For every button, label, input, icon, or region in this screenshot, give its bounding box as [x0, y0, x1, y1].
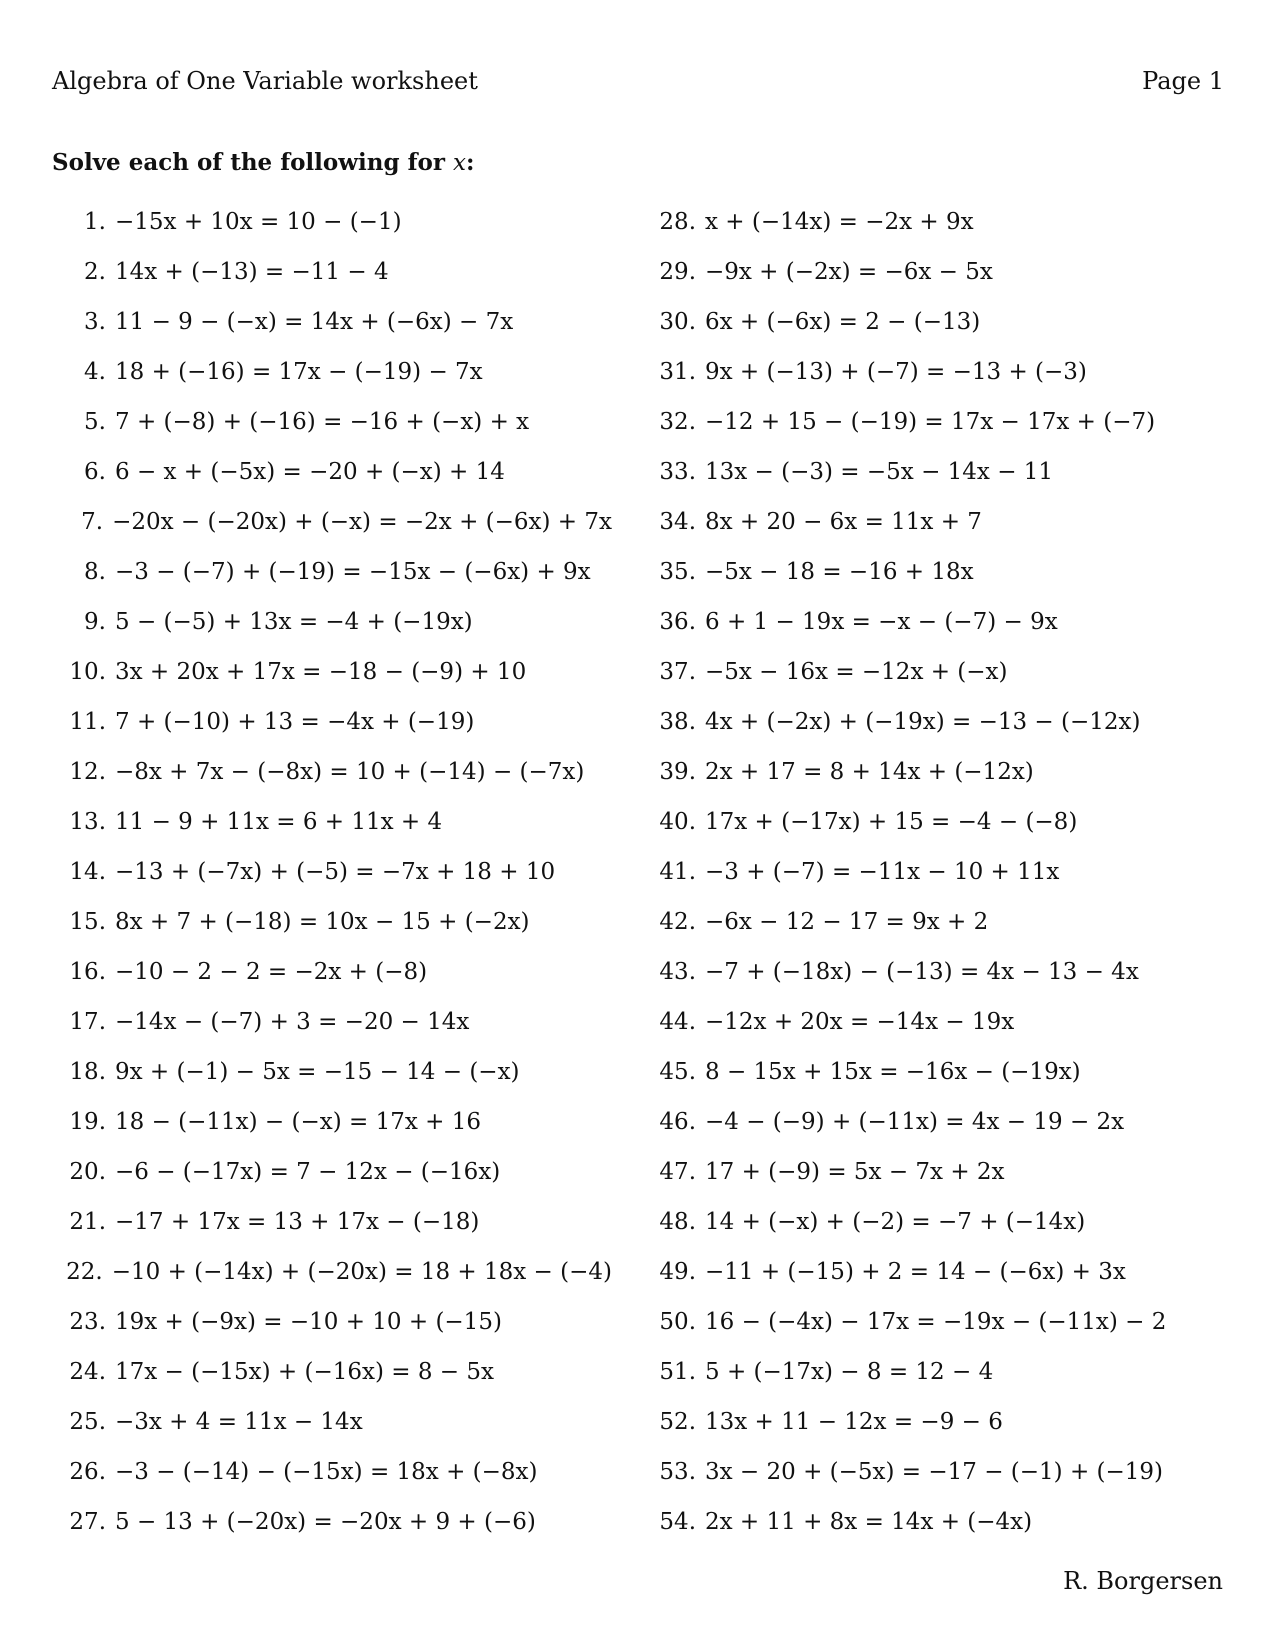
problem-column-left [52, 205, 612, 1555]
problem-item [52, 1455, 612, 1505]
problem-number: 26. [69, 1459, 106, 1485]
problem-equation: 8x + 20 − 6x = 11x + 7 [705, 509, 982, 535]
problem-number: 27. [69, 1509, 106, 1535]
problem-number: 49. [659, 1259, 696, 1285]
problem-item [52, 1405, 612, 1455]
problem-number: 14. [69, 859, 106, 885]
problem-item [640, 1055, 1240, 1105]
problem-item [640, 1005, 1240, 1055]
problem-number: 35. [659, 559, 696, 585]
problem-number: 37. [659, 659, 696, 685]
problem-item [52, 555, 612, 605]
problem-item [640, 1505, 1240, 1555]
problem-number: 8. [84, 559, 106, 585]
problem-equation: −6x − 12 − 17 = 9x + 2 [705, 909, 989, 935]
instructions-suffix: : [465, 149, 475, 176]
problem-item [640, 1155, 1240, 1205]
problem-item [52, 355, 612, 405]
problem-equation: 17x − (−15x) + (−16x) = 8 − 5x [115, 1359, 494, 1385]
problem-item [52, 605, 612, 655]
problem-item [52, 305, 612, 355]
problem-equation: 17 + (−9) = 5x − 7x + 2x [705, 1159, 1005, 1185]
problem-number: 2. [84, 259, 106, 285]
problem-equation: −3x + 4 = 11x − 14x [115, 1409, 363, 1435]
problem-item [640, 805, 1240, 855]
problem-item [640, 355, 1240, 405]
problem-item [640, 555, 1240, 605]
problem-number: 15. [69, 909, 106, 935]
problem-number: 11. [69, 709, 106, 735]
problem-equation: 11 − 9 − (−x) = 14x + (−6x) − 7x [115, 309, 514, 335]
problem-item [52, 1105, 612, 1155]
instructions [52, 149, 474, 176]
problem-item [640, 1455, 1240, 1505]
problem-equation: −7 + (−18x) − (−13) = 4x − 13 − 4x [705, 959, 1139, 985]
problem-item [640, 1305, 1240, 1355]
problem-equation: −10 + (−14x) + (−20x) = 18 + 18x − (−4) [111, 1259, 612, 1285]
problem-equation: 18 − (−11x) − (−x) = 17x + 16 [115, 1109, 481, 1135]
problem-equation: 7 + (−8) + (−16) = −16 + (−x) + x [115, 409, 530, 435]
problem-number: 23. [69, 1309, 106, 1335]
instructions-variable: x [452, 150, 466, 176]
problem-equation: −3 + (−7) = −11x − 10 + 11x [705, 859, 1060, 885]
problem-item [52, 1055, 612, 1105]
problem-equation: −20x − (−20x) + (−x) = −2x + (−6x) + 7x [112, 509, 612, 535]
problem-equation: 5 − (−5) + 13x = −4 + (−19x) [115, 609, 473, 635]
instructions-text: Solve each of the following for [52, 149, 453, 176]
problem-equation: 5 + (−17x) − 8 = 12 − 4 [705, 1359, 994, 1385]
problem-equation: −13 + (−7x) + (−5) = −7x + 18 + 10 [115, 859, 556, 885]
problem-equation: 7 + (−10) + 13 = −4x + (−19) [115, 709, 475, 735]
problem-number: 13. [69, 809, 106, 835]
problem-equation: 14x + (−13) = −11 − 4 [115, 259, 389, 285]
problem-number: 12. [69, 759, 106, 785]
problem-item [52, 955, 612, 1005]
problem-number: 34. [659, 509, 696, 535]
problem-item [52, 1355, 612, 1405]
problem-number: 47. [659, 1159, 696, 1185]
problem-equation: 5 − 13 + (−20x) = −20x + 9 + (−6) [115, 1509, 536, 1535]
problem-equation: 2x + 11 + 8x = 14x + (−4x) [705, 1509, 1033, 1535]
problem-number: 17. [69, 1009, 106, 1035]
problem-equation: 9x + (−13) + (−7) = −13 + (−3) [705, 359, 1087, 385]
problem-equation: 2x + 17 = 8 + 14x + (−12x) [705, 759, 1034, 785]
problem-number: 41. [659, 859, 696, 885]
problem-equation: 19x + (−9x) = −10 + 10 + (−15) [115, 1309, 502, 1335]
problem-item [640, 305, 1240, 355]
problem-item [640, 1355, 1240, 1405]
problem-equation: 17x + (−17x) + 15 = −4 − (−8) [705, 809, 1078, 835]
problem-number: 5. [84, 409, 106, 435]
problem-number: 43. [659, 959, 696, 985]
problem-number: 33. [659, 459, 696, 485]
problem-equation: 3x − 20 + (−5x) = −17 − (−1) + (−19) [705, 1459, 1164, 1485]
problem-item [640, 855, 1240, 905]
problem-item [640, 255, 1240, 305]
problem-equation: 11 − 9 + 11x = 6 + 11x + 4 [115, 809, 443, 835]
problem-number: 16. [69, 959, 106, 985]
problem-item [640, 605, 1240, 655]
problem-number: 50. [659, 1309, 696, 1335]
problem-equation: 6x + (−6x) = 2 − (−13) [705, 309, 981, 335]
problem-item [52, 855, 612, 905]
problem-number: 32. [659, 409, 696, 435]
problem-number: 21. [69, 1209, 106, 1235]
problem-item [640, 405, 1240, 455]
problem-equation: 13x − (−3) = −5x − 14x − 11 [705, 459, 1054, 485]
problem-equation: −12 + 15 − (−19) = 17x − 17x + (−7) [705, 409, 1156, 435]
problem-equation: −10 − 2 − 2 = −2x + (−8) [115, 959, 428, 985]
problem-number: 20. [69, 1159, 106, 1185]
problem-equation: −3 − (−14) − (−15x) = 18x + (−8x) [115, 1459, 538, 1485]
problem-number: 38. [659, 709, 696, 735]
problem-equation: 4x + (−2x) + (−19x) = −13 − (−12x) [705, 709, 1141, 735]
problem-item [640, 1205, 1240, 1255]
worksheet-title: Algebra of One Variable worksheet [52, 67, 478, 95]
problem-item [52, 705, 612, 755]
problem-equation: 8x + 7 + (−18) = 10x − 15 + (−2x) [115, 909, 530, 935]
problem-equation: 3x + 20x + 17x = −18 − (−9) + 10 [115, 659, 527, 685]
problem-item [52, 755, 612, 805]
problem-number: 10. [69, 659, 106, 685]
problem-equation: x + (−14x) = −2x + 9x [705, 209, 974, 235]
problem-number: 36. [659, 609, 696, 635]
problem-number: 39. [659, 759, 696, 785]
problem-number: 40. [659, 809, 696, 835]
problem-number: 44. [659, 1009, 696, 1035]
problem-item [640, 705, 1240, 755]
problem-number: 28. [659, 209, 696, 235]
problem-number: 53. [659, 1459, 696, 1485]
problem-number: 7. [81, 509, 104, 535]
problem-equation: −5x − 18 = −16 + 18x [705, 559, 974, 585]
problem-number: 54. [659, 1509, 696, 1535]
problem-equation: −12x + 20x = −14x − 19x [705, 1009, 1015, 1035]
problem-number: 45. [659, 1059, 696, 1085]
problem-item [52, 905, 612, 955]
problem-item [640, 905, 1240, 955]
problem-item [52, 1505, 612, 1555]
problem-number: 52. [659, 1409, 696, 1435]
problem-number: 29. [659, 259, 696, 285]
problem-equation: −9x + (−2x) = −6x − 5x [705, 259, 993, 285]
problem-equation: −14x − (−7) + 3 = −20 − 14x [115, 1009, 470, 1035]
problem-item [640, 505, 1240, 555]
problem-number: 19. [69, 1109, 106, 1135]
problem-item [52, 1155, 612, 1205]
problem-equation: 18 + (−16) = 17x − (−19) − 7x [115, 359, 483, 385]
problem-equation: −4 − (−9) + (−11x) = 4x − 19 − 2x [705, 1109, 1125, 1135]
problem-number: 31. [659, 359, 696, 385]
problem-number: 18. [69, 1059, 106, 1085]
problem-number: 24. [69, 1359, 106, 1385]
page-number: Page 1 [1142, 67, 1224, 95]
problem-equation: 13x + 11 − 12x = −9 − 6 [705, 1409, 1003, 1435]
problem-equation: 6 − x + (−5x) = −20 + (−x) + 14 [115, 459, 505, 485]
problem-item [52, 405, 612, 455]
problem-item [640, 1405, 1240, 1455]
problem-number: 9. [84, 609, 106, 635]
problem-item [52, 1305, 612, 1355]
problem-item [52, 255, 612, 305]
problem-equation: −3 − (−7) + (−19) = −15x − (−6x) + 9x [115, 559, 591, 585]
problem-equation: 14 + (−x) + (−2) = −7 + (−14x) [705, 1209, 1086, 1235]
problem-item [52, 1005, 612, 1055]
problem-item [640, 1105, 1240, 1155]
problem-item [52, 505, 612, 555]
problem-number: 48. [659, 1209, 696, 1235]
problem-equation: 16 − (−4x) − 17x = −19x − (−11x) − 2 [705, 1309, 1167, 1335]
problem-number: 1. [84, 209, 106, 235]
problem-equation: 8 − 15x + 15x = −16x − (−19x) [705, 1059, 1081, 1085]
problem-item [52, 655, 612, 705]
problem-equation: −11 + (−15) + 2 = 14 − (−6x) + 3x [705, 1259, 1126, 1285]
problem-number: 22. [66, 1259, 103, 1285]
problem-item [640, 755, 1240, 805]
problem-column-right [640, 205, 1240, 1555]
problem-equation: −8x + 7x − (−8x) = 10 + (−14) − (−7x) [115, 759, 585, 785]
problem-item [640, 455, 1240, 505]
problem-item [640, 955, 1240, 1005]
problem-number: 6. [84, 459, 106, 485]
problem-item [52, 1255, 612, 1305]
problem-equation: 9x + (−1) − 5x = −15 − 14 − (−x) [115, 1059, 520, 1085]
problem-equation: 6 + 1 − 19x = −x − (−7) − 9x [705, 609, 1058, 635]
problem-item [52, 1205, 612, 1255]
problem-number: 25. [69, 1409, 106, 1435]
problem-number: 3. [84, 309, 106, 335]
problem-item [640, 655, 1240, 705]
problem-item [52, 455, 612, 505]
problem-number: 51. [659, 1359, 696, 1385]
problem-item [52, 805, 612, 855]
problem-number: 30. [659, 309, 696, 335]
problem-item [640, 1255, 1240, 1305]
problem-item [640, 205, 1240, 255]
problem-equation: −15x + 10x = 10 − (−1) [115, 209, 402, 235]
problem-equation: −5x − 16x = −12x + (−x) [705, 659, 1008, 685]
problem-number: 46. [659, 1109, 696, 1135]
author-credit: R. Borgersen [1063, 1567, 1223, 1595]
problem-item [52, 205, 612, 255]
problem-number: 42. [659, 909, 696, 935]
problem-equation: −6 − (−17x) = 7 − 12x − (−16x) [115, 1159, 501, 1185]
problem-equation: −17 + 17x = 13 + 17x − (−18) [115, 1209, 480, 1235]
problem-number: 4. [84, 359, 106, 385]
